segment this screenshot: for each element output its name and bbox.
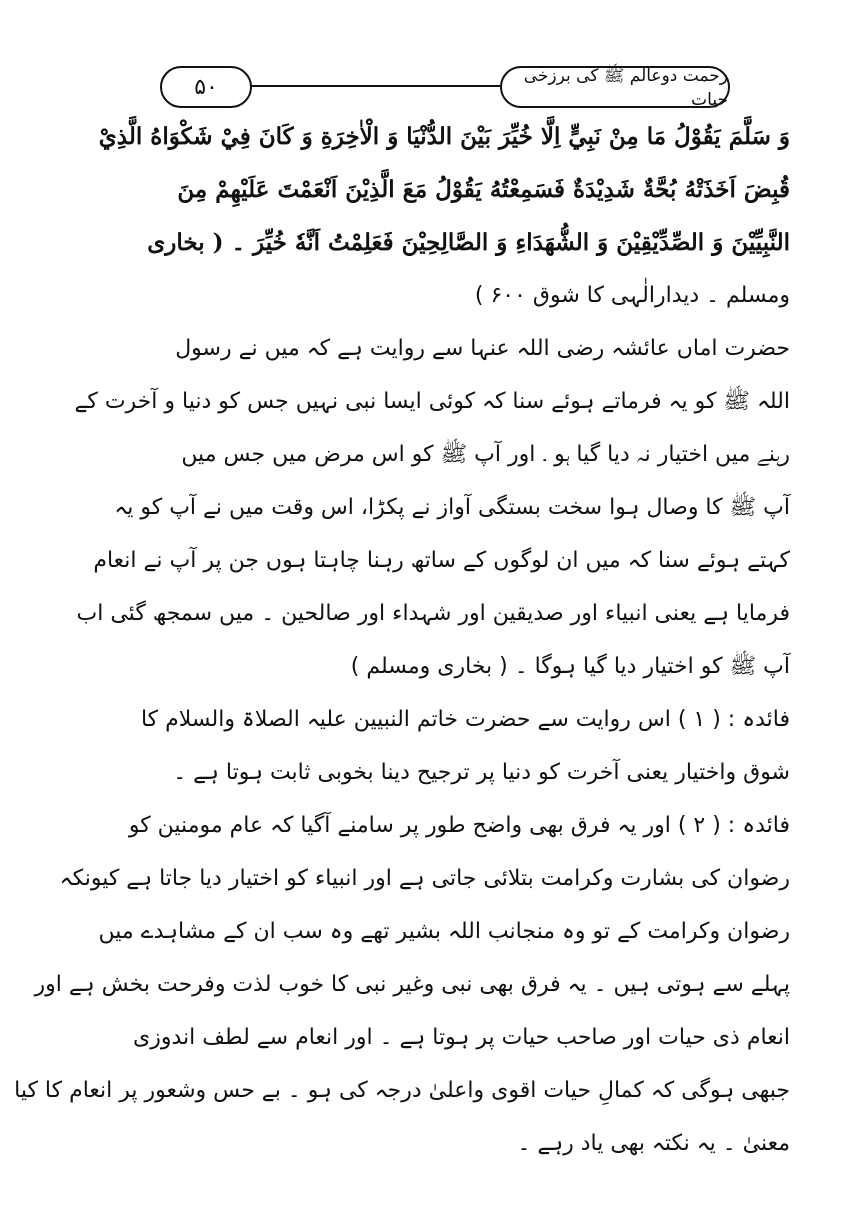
text-line: پہلے سے ہوتی ہیں ۔ یہ فرق بھی نبی وغیر نبی کا خوب لذت وفرحت بخش ہے اور: [34, 972, 790, 997]
text-line: رہنے میں اختیار نہ دیا گیا ہو ۔ اور آپ ﷺ کو اس مرض میں جس میں: [181, 442, 790, 467]
text-line-arabic: قُبِضَ اَخَذَتْهُ بُحَّةٌ شَدِيْدَةٌ فَسَمِعْتُهُ يَقُوْلُ مَعَ الَّذِيْنَ اَنْعَمْتَ عَلَيْهِمْ مِنَ: [177, 176, 790, 203]
text-line: انعام ذی حیات اور صاحب حیات پر ہوتا ہے ۔ اور انعام سے لطف اندوزی: [133, 1025, 790, 1050]
text-line: کہتے ہوئے سنا کہ میں ان لوگوں کے ساتھ رہنا چاہتا ہوں جن پر آپ نے انعام: [93, 548, 790, 573]
page-number: ۵۰: [160, 66, 252, 108]
text-line: رضوان کی بشارت وکرامت بتلائی جاتی ہے اور انبیاء کو اختیار دیا جاتا ہے کیونکہ: [59, 866, 790, 891]
text-line: فرمایا ہے یعنی انبیاء اور صدیقین اور شہداء اور صالحین ۔ میں سمجھ گئی اب: [76, 601, 790, 626]
text-line: فائدہ : ( ۲ ) اور یہ فرق بھی واضح طور پر سامنے آگیا کہ عام مومنین کو: [128, 813, 790, 838]
page-header: [160, 66, 730, 110]
text-line: رضوان وکرامت کے تو وہ منجانب اللہ بشیر تھے وہ سب ان کے مشاہدے میں: [98, 919, 790, 944]
text-line: حضرت اماں عائشہ رضی اللہ عنہا سے روایت ہے کہ میں نے رسول: [175, 336, 790, 361]
text-line: فائدہ : ( ۱ ) اس روایت سے حضرت خاتم النبیین علیہ الصلاۃ والسلام کا: [140, 707, 790, 732]
text-line: معنیٰ ۔ یہ نکتہ بھی یاد رہے ۔: [517, 1131, 790, 1156]
running-title: رحمت دوعالم ﷺ کی برزخی حیات: [500, 66, 730, 108]
text-line-arabic: وَ سَلَّمَ يَقُوْلُ مَا مِنْ نَبِيٍّ اِلَّا خُيِّرَ بَيْنَ الدُّنْيَا وَ الْاٰخِرَةِ وَ كَانَ فِيْ شَكْوَاهُ الَّذِيْ: [98, 123, 790, 150]
text-line: شوق واختیار یعنی آخرت کو دنیا پر ترجیح دینا بخوبی ثابت ہوتا ہے ۔: [173, 760, 790, 785]
page-body: [14, 110, 790, 1170]
text-line: اللہ ﷺ کو یہ فرماتے ہوئے سنا کہ کوئی ایسا نبی نہیں جس کو دنیا و آخرت کے: [74, 389, 790, 414]
text-line-arabic: النَّبِيِّيْنَ وَ الصِّدِّيْقِيْنَ وَ الشُّهَدَاءِ وَ الصَّالِحِيْنَ فَعَلِمْتُ اَنَّهٗ خُيِّرَ ۔ ( بخاری: [147, 229, 790, 256]
text-line: جبھی ہوگی کہ کمالِ حیات اقوی واعلیٰ درجہ کی ہو ۔ بے حس وشعور پر انعام کا کیا: [14, 1078, 790, 1103]
text-line: آپ ﷺ کو اختیار دیا گیا ہوگا ۔ ( بخاری ومسلم ): [350, 654, 790, 679]
text-line: آپ ﷺ کا وصال ہوا سخت بستگی آواز نے پکڑا، اس وقت میں نے آپ کو یہ: [114, 495, 790, 520]
header-rule: [250, 85, 500, 87]
text-line: ومسلم ۔ دیدارالٰہی کا شوق ۶۰۰ ): [474, 283, 790, 308]
